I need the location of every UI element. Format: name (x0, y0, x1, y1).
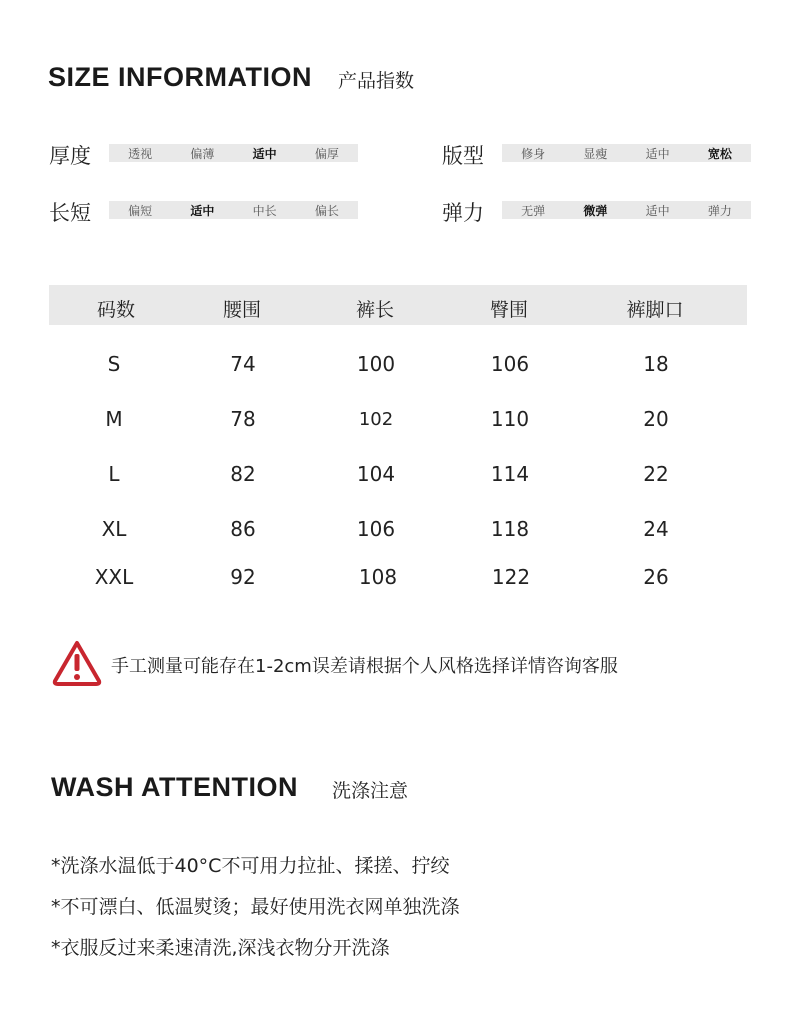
cell-leg-opening: 18 (643, 352, 669, 376)
cell-length: 108 (358, 565, 398, 589)
attribute-scale (502, 144, 751, 162)
column-header-waist: 腰围 (222, 299, 262, 321)
wash-instruction: *不可漂白、低温熨烫；最好使用洗衣网单独洗涤 (51, 896, 460, 918)
attribute-scale (109, 144, 358, 162)
cell-size: XL (101, 517, 127, 541)
attribute-option: 显瘦 (583, 146, 608, 161)
attribute-thickness (49, 140, 358, 168)
cell-leg-opening: 24 (643, 517, 669, 541)
cell-hip: 118 (490, 517, 530, 541)
column-header-size: 码数 (96, 299, 136, 321)
cell-length: 102 (358, 409, 394, 430)
cell-leg-opening: 20 (643, 407, 669, 431)
attribute-option-selected: 适中 (252, 146, 277, 161)
attribute-option: 适中 (645, 203, 670, 218)
size-table-header (49, 285, 747, 325)
attribute-option: 适中 (645, 146, 670, 161)
size-information-title: SIZE INFORMATION (48, 62, 312, 92)
attribute-label: 弹力 (442, 201, 484, 225)
attribute-label: 厚度 (49, 144, 91, 168)
cell-length: 106 (356, 517, 396, 541)
attribute-elasticity (442, 197, 751, 225)
cell-length: 100 (356, 352, 396, 376)
attribute-option: 偏薄 (190, 146, 215, 161)
cell-hip: 114 (490, 462, 530, 486)
cell-length: 104 (356, 462, 396, 486)
column-header-hip: 臀围 (489, 299, 529, 321)
cell-size: XXL (94, 565, 134, 589)
table-row (49, 462, 747, 492)
column-header-length: 裤长 (355, 299, 395, 321)
attribute-option: 中长 (252, 203, 277, 218)
cell-hip: 106 (490, 352, 530, 376)
attribute-option: 偏厚 (314, 146, 339, 161)
measurement-notice: 手工测量可能存在1-2cm误差请根据个人风格选择详情咨询客服 (111, 656, 618, 677)
wash-instruction: *洗涤水温低于40°C不可用力拉扯、揉搓、拧绞 (51, 855, 450, 877)
table-row (49, 517, 747, 547)
attribute-fit (442, 140, 751, 168)
attribute-option: 透视 (128, 146, 153, 161)
attribute-option: 偏短 (128, 203, 153, 218)
table-row (49, 407, 747, 437)
attribute-option: 偏长 (314, 203, 339, 218)
attribute-option: 修身 (521, 146, 546, 161)
cell-leg-opening: 22 (643, 462, 669, 486)
wash-attention-title: WASH ATTENTION (51, 772, 298, 802)
cell-leg-opening: 26 (643, 565, 669, 589)
attribute-option: 弹力 (707, 203, 732, 218)
column-header-leg-opening: 裤脚口 (626, 299, 684, 321)
table-row (49, 352, 747, 382)
attribute-label: 长短 (49, 201, 91, 225)
cell-hip: 110 (490, 407, 530, 431)
cell-hip: 122 (491, 565, 531, 589)
wash-attention-subtitle: 洗涤注意 (332, 780, 409, 802)
attribute-label: 版型 (442, 144, 484, 168)
table-row (49, 565, 747, 595)
cell-waist: 82 (230, 462, 256, 486)
cell-waist: 86 (230, 517, 256, 541)
cell-waist: 92 (230, 565, 256, 589)
cell-waist: 78 (230, 407, 256, 431)
cell-size: M (105, 407, 123, 431)
size-information-subtitle: 产品指数 (338, 70, 415, 92)
attribute-option-selected: 宽松 (707, 146, 732, 161)
cell-size: S (107, 352, 121, 376)
attribute-scale (109, 201, 358, 219)
cell-waist: 74 (230, 352, 256, 376)
cell-size: L (108, 462, 120, 486)
warning-triangle-icon (51, 639, 103, 687)
attribute-option: 无弹 (521, 203, 546, 218)
attribute-scale (502, 201, 751, 219)
attribute-option-selected: 适中 (190, 203, 215, 218)
wash-instruction: *衣服反过来柔速清洗,深浅衣物分开洗涤 (51, 937, 390, 959)
attribute-option-selected: 微弹 (583, 203, 608, 218)
attribute-length (49, 197, 358, 225)
